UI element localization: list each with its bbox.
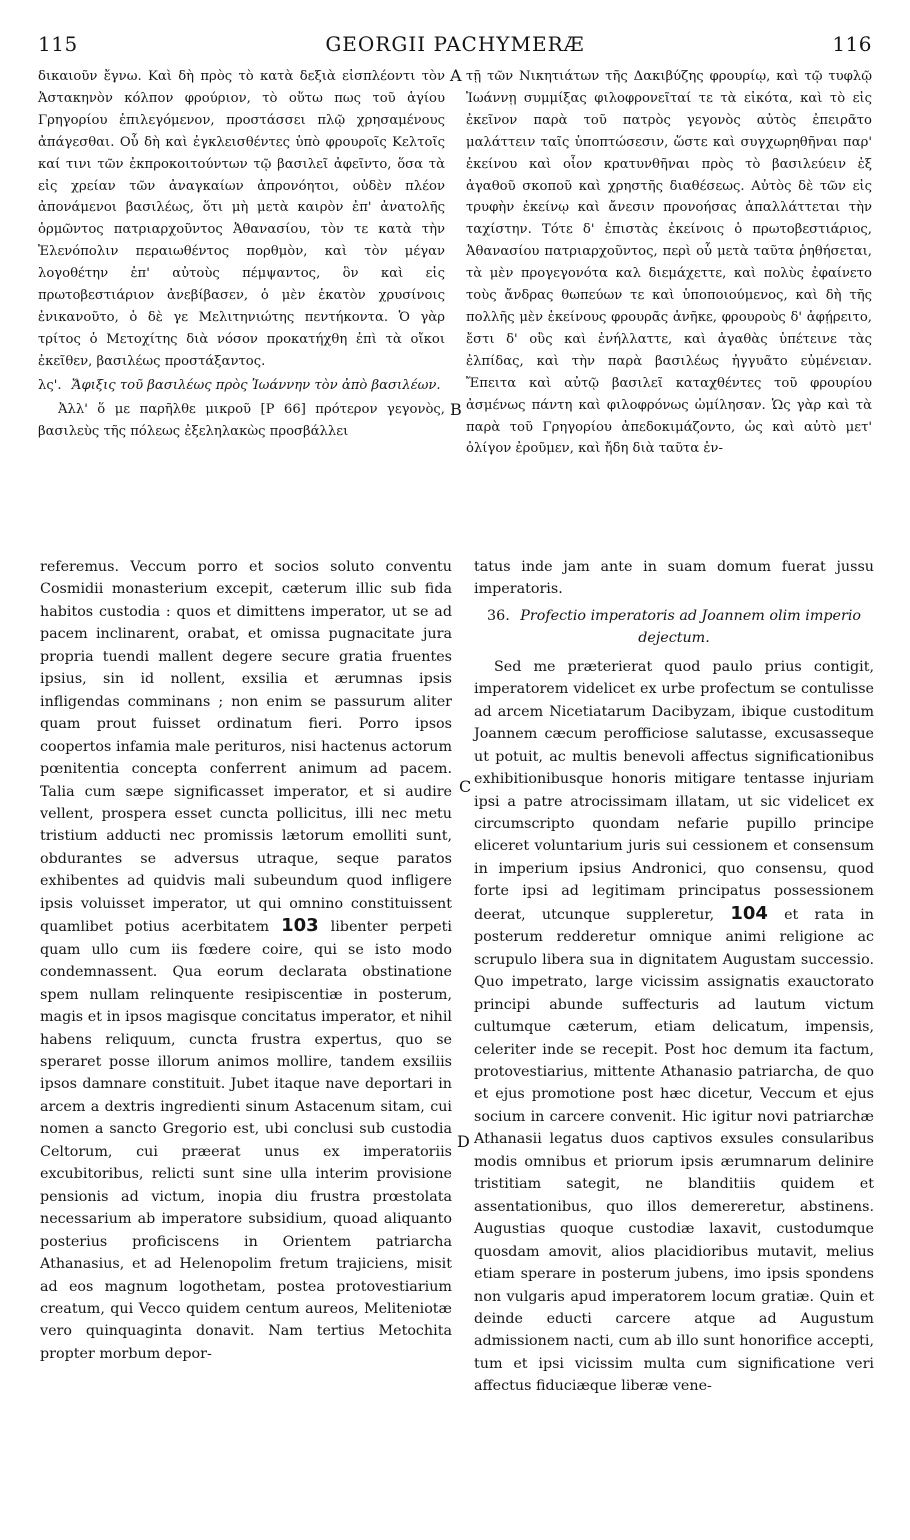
greek-section-title: Ἄφιξις τοῦ βασιλέως πρὸς Ἰωάννην τὸν ἀπὸ βασιλέων. [71,377,441,393]
latin-right-text-1: Sed me præterierat quod paulo prius contigit, imperatorem videlicet ex urbe profectum se contulisse ad arcem Nicetiatarum Dacibyzam, ibique custoditum Joannem cæcum perofficiose salutasse, excusasseque ut potuit, ac multis benevoli affectus significationibus exhibitionibusque honoris mitigare tentasse injuriam ipsi a patre atrocissimam illatam, ut sic videlicet ex circumscripto quondam nefarie pupillo principe eliceret voluntarium juris sui cessionem et consensum in imperium ipsius Andronici, quo consensu, quod forte ipsi ad legitimam principatus possessionem deerat, utcunque suppleretur, [474,658,874,923]
greek-section-heading [38,375,445,397]
latin-section-heading [474,605,874,650]
greek-right-column [466,66,872,460]
latin-section-title: Profectio imperatoris ad Joannem olim imperio dejectum. [520,607,861,647]
latin-section-number: 36. [487,607,510,624]
margin-letter-a: A [450,66,462,85]
latin-right-text-2: et rata in posterum redderetur omnique animi religione ac scrupulo libera sua in dignitatem Augustam successio. Quo impetrato, large vicissim assignatis exauctorato principi abunde suffecturis ad lautum victum cultumque cæterum, etiam delicatum, impensis, celeriter inde se recepit. Post hoc demum ita factum, protovestiarius, mittente Athanasio patriarcha, de quo et ejus promotione post hæc dicetur, Veccum et ejus socium in carcere convenit. Hic igitur novi patriarchæ Athanasii legatus duos captivos exsules consularibus modis omnibus et priorum ipsis ærumnarum delinire tristitiam sategit, ne blanditiis quidem et assentationibus, quo illos demereretur, abstinens. Augustias quoque custodiæ laxavit, custodumque quosdam amovit, alios placidioribus mutavit, melius etiam sperare in posterum jubens, imo ipsis spondens non vulgaris apud imperatorem locum gratiæ. Quin et deinde educti carcere atque ad Augustum admissionem nacti, cum ab illo sunt honorifice accepti, tum et ipsi vicissim multa cum significatione veri affectus fiduciæque liberæ vene- [474,906,875,1395]
latin-right-paragraph-2 [474,656,874,1398]
greek-right-paragraph-1: τῇ τῶν Νικητιάτων τῆς Δακιβύζης φρουρίῳ, καὶ τῷ τυφλῷ Ἰωάννῃ συμμίξας φιλοφρονεῖταί τε τὰ εἰκότα, καὶ τὸ εἰς ἐκεῖνον παρὰ τοῦ πατρὸς γεγονὸς αὐτὸς ἐπειρᾶτο μαλάττειν ταῖς ὑποπτώσεσιν, ὥστε καὶ συγχωρηθῆναι παρ' ἐκείνου καὶ οἷον κρατυνθῆναι πρὸς τὸ βασιλεύειν ἐξ ἀγαθοῦ σκοποῦ καὶ χρηστῆς διαθέσεως. Αὐτὸς δὲ τῶν εἰς τρυφὴν ἐκείνῳ καὶ ἄνεσιν προνοήσας ἀπαλλάττεται τὴν ταχίστην. Τότε δ' ἐπιστὰς ἐκείνοις ὁ πρωτοβεστιάριος, Ἀθανασίου πατριαρχοῦντος, περὶ οὗ μετὰ ταῦτα ῥηθήσεται, τὰ μὲν προγεγονότα καλ διεμάχεττε, καὶ πολὺς ἐφαίνετο τοὺς ἄνδρας θωπεύων τε καὶ ὑποποιούμενος, καὶ δὴ τῆς πολλῆς μὲν ἐκείνους φρουρᾶς ἀνῆκε, φρουροὺς δ' ἀφῄρειτο, ἔστι δ' οὓς καὶ ἐνήλλαττε, καὶ ἀγαθὰς ὑπέτεινε τὰς ἐλπίδας, καὶ τὴν παρὰ βασιλέως ἠγγυᾶτο εὐμένειαν. Ἔπειτα καὶ αὐτῷ βασιλεῖ καταχθέντες τοῦ φρουρίου ἀσμένως πάντη καὶ φιλοφρόνως ὡμίλησαν. Ὡς γὰρ καὶ τὰ παρὰ τοῦ Γρηγορίου ἀπεδοκιμάζοντο, ὡς καὶ αὐτὸ μετ' ὀλίγον ἐροῦμεν, καὶ ἤδη διὰ ταῦτα ἐν- [466,69,872,457]
running-title: GEORGII PACHYMERÆ [325,32,585,56]
latin-right-column [474,556,874,1398]
greek-left-column [38,66,445,442]
left-page-number: 115 [38,32,78,56]
latin-right-paragraph-1: tatus inde jam ante in suam domum fuerat jussu imperatoris. [474,559,874,598]
right-page-number: 116 [832,32,872,56]
latin-left-column [40,556,452,1365]
greek-left-paragraph-1: δικαιοῦν ἔγνω. Καὶ δὴ πρὸς τὸ κατὰ δεξιὰ εἰσπλέοντι τὸν Ἀστακηνὸν κόλπον φρούριον, τὸ οὕτω πως τοῦ ἁγίου Γρηγορίου ἐπιλεγόμενον, προστάσσει πλῷ χρησαμένους ἀπάγεσθαι. Οὗ δὴ καὶ ἐγκλεισθέντες ὑπὸ φρουροῖς Κελτοῖς καί τινι τῶν ἐκπροκοιτούντων τῷ βασιλεῖ ἀφεῖντο, ὅσα τὰ εἰς χρείαν τῶν ἀναγκαίων ἀπρονόητοι, οὐδὲν πλέον ἀπονάμενοι βασιλέως, ὅτι μὴ μετὰ καιρὸν ἐπ' ἀνατολῆς ὁρμῶντος πατριαρχοῦντος Ἀθανασίου, τὸν τε κατὰ τὴν Ἑλενόπολιν περαιωθέντος πορθμὸν, καὶ τὸν μέγαν λογοθέτην ἐπ' αὐτοὺς πέμψαντος, ὃν καὶ εἰς πρωτοβεστιάριον ἀνεβίβασεν, ὁ μὲν ἑκατὸν χρυσίνοις ἐνικανοῦτο, ὁ δὲ γε Μελιτηνιώτης πεντήκοντα. Ὁ γὰρ τρίτος ὁ Μετοχίτης διὰ νόσον προκατήχθη ἐπὶ τὰ οἴκοι ἐκεῖθεν, βασιλέως προστάξαντος. [38,69,445,369]
greek-section-number: λς'. [38,377,62,393]
running-head [38,32,872,62]
latin-left-paragraph [40,556,452,1365]
margin-page-number-103: 103 [281,915,319,937]
latin-left-text-1: referemus. Veccum porro et socios soluto conventu Cosmidii monasterium excepit, cæterum illic sub fida habitos custodia : quos et dimittens imperator, ut se ad pacem inclinarent, orabat, et omissa pugnacitate jura propria tuendi mallent degere secure gratia fruentes ipsius, sin id nollent, exsilia et ærumnas ipsis infligendas comminans ; non enim se passurum aliter quam prout fuisset ordinatum fieri. Porro ipsos coopertos infamia male perituros, nisi hactenus actorum pœnitentia concepta conferrent animum ad pacem. Talia cum sæpe significasset imperator, et si audire vellent, prospera esset cuncta pollicitus, illi nec metu tristium adducti nec promissis lætorum emolliti sunt, obdurantes se adversus utraque, seque paratos exhibentes ad quidvis mali subeundum quod infligere ipsis voluisset imperator, ut qui omnino constituissent quamlibet potius acerbitatem [40,559,452,936]
margin-letter-c: C [459,777,472,796]
margin-page-number-104: 104 [730,902,768,924]
margin-letter-d: D [457,1132,470,1151]
greek-left-paragraph-2: Ἀλλ' ὅ με παρῆλθε μικροῦ [P 66] πρότερον γεγονὸς, βασιλεὺς τῆς πόλεως ἐξεληλακὼς προσβάλλει [38,401,445,439]
latin-left-text-2: libenter perpeti quam ullo cum iis fœdere coire, qui se isto modo condemnassent. Qua eorum declarata obstinatione spem nullam relinquente resipiscentiæ in posterum, magis et in ipsos magisque concitatus imperator, et nihil habens reliquum, cuncta frustra expertus, quo se speraret posse illorum animos mollire, tandem exsiliis ipsos damnare constituit. Jubet itaque nave deportari in arcem a dextris ingredienti sinum Astacenum sitam, cui nomen a sancto Gregorio est, ubi conclusi sub custodia Celtorum, cui præerat unus ex imperatoriis excubitoribus, relicti sunt sine ulla interim provisione pensionis ad victum, inopia diu frustra prœstolata necessarium ab imperatore subsidium, quoad aliquanto posterius proficiscens in Orientem patriarcha Athanasius, et ad Helenopolim fretum trajiciens, misit ad eos magnum logothetam, postea protovestiarium creatum, qui Vecco quidem centum aureos, Meliteniotæ vero quinquaginta donavit. Nam tertius Metochita propter morbum depor- [40,919,452,1362]
margin-letter-b: B [450,400,462,419]
